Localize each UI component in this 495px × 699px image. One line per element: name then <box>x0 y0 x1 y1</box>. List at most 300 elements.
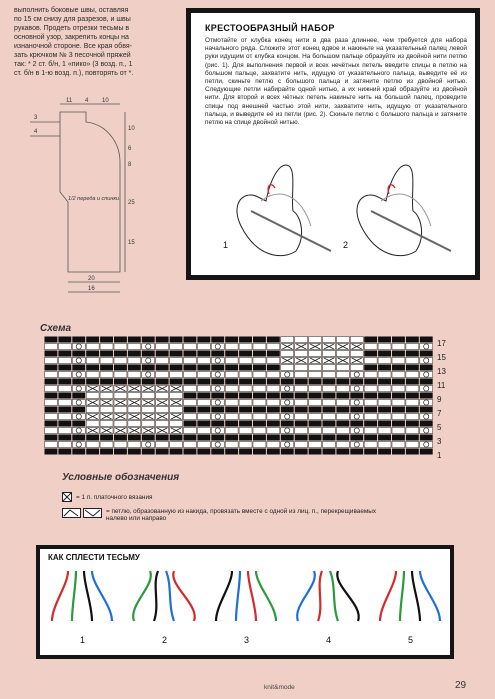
chart-cell <box>197 372 210 378</box>
chart-cell <box>128 351 141 357</box>
chart-cell <box>156 435 169 441</box>
chart-cell <box>225 365 238 371</box>
chart-cell <box>253 407 266 413</box>
chart-cell <box>197 351 210 357</box>
chart-cell <box>45 407 58 413</box>
chart-cell <box>114 407 127 413</box>
chart-cell <box>142 365 155 371</box>
chart-cell <box>253 428 266 434</box>
braid-step-label: 3 <box>244 635 250 645</box>
braid-step-label: 1 <box>80 635 86 645</box>
chart-cell <box>128 421 141 427</box>
pattern-right-number: 8 <box>128 162 132 168</box>
chart-cell <box>420 435 433 441</box>
chart-cell <box>378 337 391 343</box>
braid-strand <box>412 571 420 621</box>
row-number: 3 <box>437 437 442 446</box>
chart-cell <box>211 386 224 392</box>
chart-cell <box>392 421 405 427</box>
chart-cell <box>170 435 183 441</box>
chart-cell <box>58 365 71 371</box>
chart-cell <box>239 400 252 406</box>
chart-cell <box>86 337 99 343</box>
chart-cell <box>184 337 197 343</box>
row-number: 15 <box>437 353 446 362</box>
chart-cell <box>295 435 308 441</box>
row-number: 7 <box>437 409 442 418</box>
chart-cell <box>100 365 113 371</box>
chart-cell <box>45 400 58 406</box>
chart-cell <box>58 393 71 399</box>
chart-cell <box>128 358 141 364</box>
chart-cell <box>170 393 183 399</box>
chart-cell <box>72 358 85 364</box>
chart-cell <box>309 337 322 343</box>
chart-cell <box>267 365 280 371</box>
chart-cell <box>378 386 391 392</box>
chart-cell <box>156 449 169 455</box>
chart-cell <box>170 372 183 378</box>
chart-cell <box>378 365 391 371</box>
chart-cell <box>336 435 349 441</box>
row-number: 9 <box>437 395 442 404</box>
chart-cell <box>72 337 85 343</box>
chart-cell <box>420 337 433 343</box>
chart-cell <box>323 400 336 406</box>
chart-cell <box>364 449 377 455</box>
chart-cell <box>406 414 419 420</box>
chart-cell <box>225 421 238 427</box>
chart-cell <box>239 358 252 364</box>
braid-strand <box>92 571 112 621</box>
chart-cell <box>142 358 155 364</box>
chart-cell <box>350 435 363 441</box>
chart-cell <box>267 393 280 399</box>
chart-cell <box>309 372 322 378</box>
chart-cell <box>58 351 71 357</box>
chart-cell <box>323 393 336 399</box>
chart-cell <box>45 449 58 455</box>
chart-cell <box>281 449 294 455</box>
pattern-right-number: 10 <box>128 126 135 132</box>
chart-cell <box>350 414 363 420</box>
chart-cell <box>378 421 391 427</box>
row-number: 13 <box>437 367 446 376</box>
chart-cell <box>170 337 183 343</box>
chart-cell <box>378 351 391 357</box>
chart-cell <box>295 414 308 420</box>
chart-cell <box>420 351 433 357</box>
chart-cell <box>225 344 238 350</box>
chart-cell <box>281 379 294 385</box>
chart-cell <box>197 400 210 406</box>
chart-cell <box>281 351 294 357</box>
chart-cell <box>364 414 377 420</box>
legend-title: Условные обозначения <box>62 472 180 483</box>
chart-cell <box>100 442 113 448</box>
chart-cell <box>309 386 322 392</box>
chart-cell <box>406 442 419 448</box>
chart-cell <box>225 442 238 448</box>
chart-cell <box>267 386 280 392</box>
chart-cell <box>392 442 405 448</box>
chart-cell <box>225 372 238 378</box>
chart-cell <box>211 449 224 455</box>
chart-cell <box>336 379 349 385</box>
legend-yo-line: налево или направо <box>106 515 167 522</box>
chart-cell <box>253 414 266 420</box>
chart-cell <box>170 344 183 350</box>
chart-cell <box>128 365 141 371</box>
chart-cell <box>156 372 169 378</box>
chart-cell <box>86 407 99 413</box>
chart-cell <box>128 407 141 413</box>
chart-cell <box>128 372 141 378</box>
chart-cell <box>336 400 349 406</box>
chart-cell <box>72 414 85 420</box>
chart-cell <box>184 351 197 357</box>
chart-cell <box>336 337 349 343</box>
chart-cell <box>197 428 210 434</box>
intro-line: изнаночной стороне. Все края обвя- <box>14 43 132 50</box>
chart-cell <box>184 400 197 406</box>
chart-cell <box>72 421 85 427</box>
chart-cell <box>114 337 127 343</box>
chart-cell <box>211 351 224 357</box>
chart-cell <box>392 428 405 434</box>
chart-cell <box>253 449 266 455</box>
chart-cell <box>86 442 99 448</box>
chart-cell <box>336 449 349 455</box>
chart-cell <box>211 365 224 371</box>
chart-cell <box>114 344 127 350</box>
chart-cell <box>239 421 252 427</box>
chart-cell <box>392 351 405 357</box>
pattern-diagram <box>10 92 170 302</box>
braid-strand <box>380 571 396 621</box>
chart-cell <box>100 379 113 385</box>
chart-cell <box>406 393 419 399</box>
chart-cell <box>364 435 377 441</box>
chart-cell <box>323 407 336 413</box>
chart-cell <box>197 414 210 420</box>
chart-cell <box>392 449 405 455</box>
chart-cell <box>225 379 238 385</box>
chart-cell <box>211 421 224 427</box>
chart-cell <box>309 393 322 399</box>
chart-cell <box>211 372 224 378</box>
cross-cast-illustration <box>211 156 461 266</box>
chart-cell <box>420 386 433 392</box>
chart-cell <box>378 358 391 364</box>
chart-cell <box>100 337 113 343</box>
chart-cell <box>211 407 224 413</box>
chart-cell <box>72 400 85 406</box>
chart-cell <box>100 421 113 427</box>
chart-cell <box>364 372 377 378</box>
chart-cell <box>142 379 155 385</box>
chart-cell <box>406 344 419 350</box>
chart-cell <box>86 372 99 378</box>
chart-cell <box>350 372 363 378</box>
braid-step-label: 4 <box>326 635 332 645</box>
chart-cell <box>114 358 127 364</box>
chart-cell <box>253 393 266 399</box>
legend-yo-line: = петлю, образованную из накида, провязать вместе с одной из лиц. п., перекрещиваемых <box>106 508 377 515</box>
chart-cell <box>323 435 336 441</box>
chart-cell <box>336 407 349 413</box>
chart-cell <box>406 449 419 455</box>
chart-cell <box>86 379 99 385</box>
fig-label-1: 1 <box>223 240 229 250</box>
chart-cell <box>309 449 322 455</box>
chart-cell <box>225 428 238 434</box>
chart-cell <box>281 372 294 378</box>
chart-cell <box>58 358 71 364</box>
braid-strand <box>236 571 240 621</box>
chart-cell <box>58 435 71 441</box>
page-number: 29 <box>455 680 467 691</box>
chart-cell <box>45 337 58 343</box>
chart-cell <box>100 449 113 455</box>
chart-cell <box>239 337 252 343</box>
braid-strand <box>173 571 195 621</box>
chart-cell <box>378 442 391 448</box>
braid-step-label: 2 <box>162 635 168 645</box>
chart-cell <box>295 365 308 371</box>
chart-cell <box>211 414 224 420</box>
pattern-left-number: 3 <box>34 115 38 121</box>
chart-cell <box>114 449 127 455</box>
chart-cell <box>281 386 294 392</box>
chart-cell <box>420 407 433 413</box>
pattern-bottom-number: 20 <box>88 276 95 282</box>
chart-cell <box>225 386 238 392</box>
chart-cell <box>350 407 363 413</box>
chart-cell <box>114 372 127 378</box>
chart-cell <box>281 414 294 420</box>
chart-cell <box>156 344 169 350</box>
chart-cell <box>45 421 58 427</box>
chart-cell <box>267 400 280 406</box>
chart-cell <box>58 442 71 448</box>
chart-cell <box>45 386 58 392</box>
chart-cell <box>281 442 294 448</box>
chart-cell <box>211 358 224 364</box>
chart-cell <box>211 442 224 448</box>
chart-cell <box>225 449 238 455</box>
chart-cell <box>211 400 224 406</box>
braid-title: КАК СПЛЕСТИ ТЕСЬМУ <box>48 553 140 562</box>
braid-strand <box>154 571 158 621</box>
chart-cell <box>156 365 169 371</box>
chart-cell <box>336 442 349 448</box>
chart-cell <box>336 393 349 399</box>
chart-cell <box>392 435 405 441</box>
chart-cell <box>58 379 71 385</box>
chart-cell <box>45 442 58 448</box>
chart-cell <box>58 407 71 413</box>
braid-step-label: 5 <box>408 635 414 645</box>
chart-cell <box>142 442 155 448</box>
pattern-left-number: 4 <box>34 129 38 135</box>
pattern-bottom-number: 16 <box>88 286 95 292</box>
chart-cell <box>350 428 363 434</box>
chart-cell <box>309 365 322 371</box>
chart-cell <box>100 351 113 357</box>
chart-cell <box>197 449 210 455</box>
chart-cell <box>225 414 238 420</box>
pattern-note: 1/2 переда и спинки <box>68 196 120 202</box>
chart-cell <box>267 435 280 441</box>
chart-cell <box>364 358 377 364</box>
braid-strand <box>297 571 315 621</box>
chart-cell <box>253 379 266 385</box>
chart-cell <box>309 442 322 448</box>
chart-cell <box>392 386 405 392</box>
chart-cell <box>281 407 294 413</box>
chart-cell <box>336 372 349 378</box>
chart-cell <box>184 379 197 385</box>
chart-cell <box>364 393 377 399</box>
chart-cell <box>420 393 433 399</box>
chart-cell <box>239 344 252 350</box>
chart-cell <box>45 351 58 357</box>
chart-cell <box>72 442 85 448</box>
intro-line: так: * 2 ст. б/н, 1 «пико» (3 возд. п., 1 <box>14 61 133 68</box>
chart-cell <box>364 407 377 413</box>
chart-cell <box>295 400 308 406</box>
chart-cell <box>295 337 308 343</box>
chart-cell <box>128 337 141 343</box>
chart-cell <box>392 365 405 371</box>
chart-cell <box>253 435 266 441</box>
chart-cell <box>142 407 155 413</box>
chart-cell <box>72 365 85 371</box>
chart-cell <box>184 435 197 441</box>
chart-cell <box>197 337 210 343</box>
chart-cell <box>156 407 169 413</box>
chart-cell <box>197 435 210 441</box>
chart-cell <box>197 442 210 448</box>
chart-cell <box>350 442 363 448</box>
chart-cell <box>253 365 266 371</box>
cross-symbol-icon <box>62 492 72 502</box>
chart-cell <box>406 435 419 441</box>
chart-cell <box>72 386 85 392</box>
chart-cell <box>406 358 419 364</box>
chart-cell <box>128 379 141 385</box>
chart-cell <box>350 386 363 392</box>
chart-cell <box>225 393 238 399</box>
braid-strand <box>420 571 440 621</box>
chart-cell <box>281 393 294 399</box>
chart-cell <box>267 379 280 385</box>
chart-cell <box>406 421 419 427</box>
chart-cell <box>72 344 85 350</box>
chart-cell <box>239 372 252 378</box>
chart-cell <box>295 407 308 413</box>
chart-cell <box>364 351 377 357</box>
chart-cell <box>420 442 433 448</box>
pattern-top-number: 10 <box>102 98 109 104</box>
chart-cell <box>114 365 127 371</box>
chart-cell <box>170 449 183 455</box>
chart-cell <box>253 421 266 427</box>
chart-cell <box>156 379 169 385</box>
chart-cell <box>58 337 71 343</box>
chart-cell <box>197 393 210 399</box>
chart-cell <box>420 379 433 385</box>
braid-strand <box>337 571 359 621</box>
chart-cell <box>58 372 71 378</box>
chart-cell <box>211 344 224 350</box>
chart-cell <box>184 421 197 427</box>
chart-cell <box>323 337 336 343</box>
chart-cell <box>350 337 363 343</box>
chart-cell <box>72 449 85 455</box>
chart-cell <box>309 407 322 413</box>
braid-strand <box>72 571 76 621</box>
chart-cell <box>142 337 155 343</box>
chart-cell <box>364 337 377 343</box>
chart-cell <box>336 351 349 357</box>
chart-cell <box>378 400 391 406</box>
chart-cell <box>336 428 349 434</box>
yarn-over-symbol-icon <box>62 508 102 518</box>
chart-cell <box>58 421 71 427</box>
chart-cell <box>170 379 183 385</box>
chart-cell <box>239 414 252 420</box>
chart-cell <box>392 337 405 343</box>
chart-cell <box>281 337 294 343</box>
chart-cell <box>58 428 71 434</box>
chart-cell <box>45 428 58 434</box>
chart-cell <box>281 365 294 371</box>
chart-cell <box>420 365 433 371</box>
chart-cell <box>197 344 210 350</box>
chart-cell <box>364 344 377 350</box>
chart-cell <box>309 435 322 441</box>
chart-cell <box>100 372 113 378</box>
chart-cell <box>197 407 210 413</box>
chart-cell <box>45 365 58 371</box>
braid-strand <box>216 571 232 621</box>
chart-cell <box>420 428 433 434</box>
chart-cell <box>253 358 266 364</box>
chart-cell <box>267 421 280 427</box>
chart-cell <box>211 435 224 441</box>
chart-cell <box>184 442 197 448</box>
chart-cell <box>156 421 169 427</box>
chart-cell <box>156 337 169 343</box>
intro-line: рукавов. Продеть отрезки тесьмы в <box>14 25 130 32</box>
chart-cell <box>392 400 405 406</box>
chart-cell <box>184 386 197 392</box>
chart-cell <box>45 414 58 420</box>
chart-cell <box>170 421 183 427</box>
chart-cell <box>72 379 85 385</box>
chart-cell <box>184 414 197 420</box>
chart-cell <box>309 421 322 427</box>
chart-cell <box>406 379 419 385</box>
chart-cell <box>378 372 391 378</box>
chart-cell <box>295 428 308 434</box>
chart-cell <box>392 344 405 350</box>
chart-cell <box>406 337 419 343</box>
chart-cell <box>170 407 183 413</box>
chart-cell <box>323 379 336 385</box>
